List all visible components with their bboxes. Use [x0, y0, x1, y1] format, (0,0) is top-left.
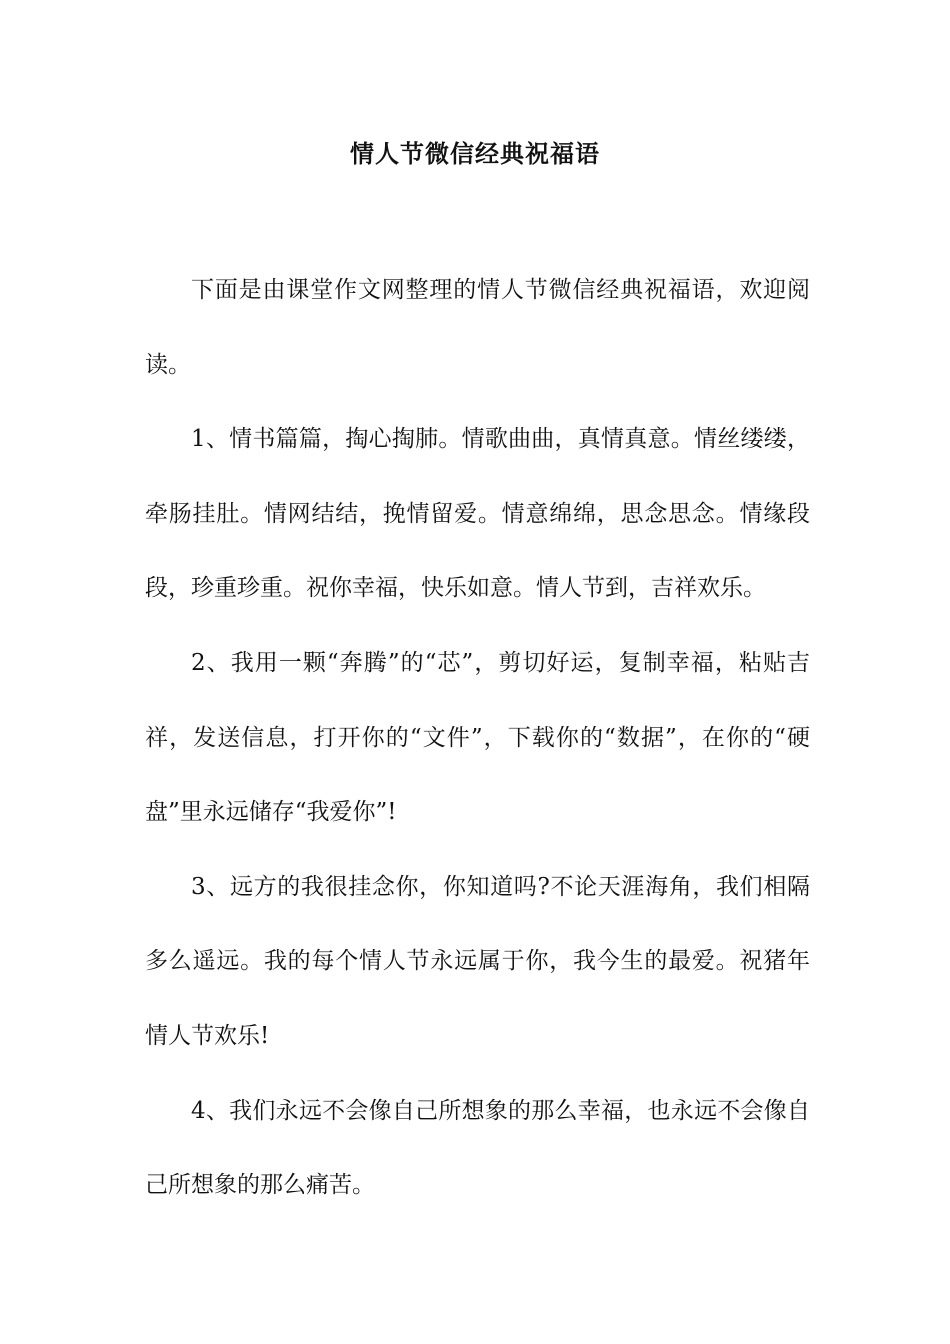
- greeting-paragraph-4: 4、我们永远不会像自己所想象的那么幸福，也永远不会像自己所想象的那么痛苦。: [145, 1097, 810, 1199]
- document-body: [145, 253, 810, 1223]
- intro-paragraph: 下面是由课堂作文网整理的情人节微信经典祝福语，欢迎阅读。: [145, 277, 810, 378]
- document-title: 情人节微信经典祝福语: [350, 139, 600, 168]
- greeting-paragraph-2: 2、我用一颗“奔腾”的“芯”，剪切好运，复制幸福，粘贴吉祥，发送信息，打开你的“文件”，下载你的“数据”，在你的“硬盘”里永远储存“我爱你”!: [145, 649, 810, 826]
- greeting-paragraph-3: 3、远方的我很挂念你，你知道吗?不论天涯海角，我们相隔多么遥远。我的每个情人节永远属于你，我今生的最爱。祝猪年情人节欢乐!: [145, 873, 810, 1049]
- greeting-paragraph-1: 1、情书篇篇，掏心掏肺。情歌曲曲，真情真意。情丝缕缕，牵肠挂肚。情网结结，挽情留爱。情意绵绵，思念思念。情缘段段，珍重珍重。祝你幸福，快乐如意。情人节到，吉祥欢乐。: [145, 426, 810, 602]
